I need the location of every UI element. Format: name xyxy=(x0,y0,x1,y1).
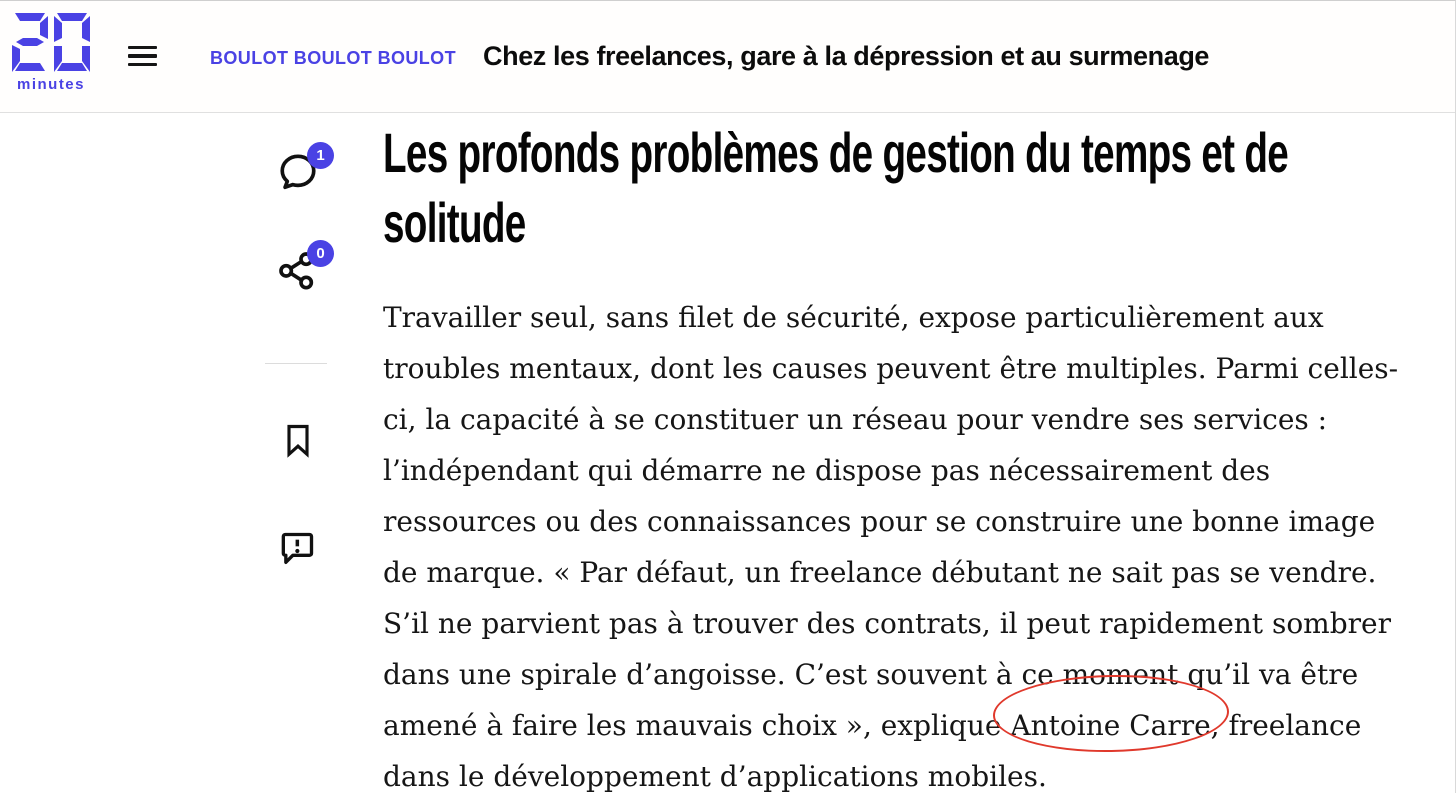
section-kicker-link[interactable]: BOULOT BOULOT BOULOT xyxy=(210,48,456,68)
bookmark-icon xyxy=(280,421,316,459)
logo-tagline: minutes xyxy=(16,76,85,93)
annotated-name-text: Antoine Carre xyxy=(1010,709,1211,742)
paragraph-text-after: , freelance dans le développement d’applications mobiles. xyxy=(383,709,1362,793)
action-rail xyxy=(263,113,333,713)
logo-20-digits xyxy=(12,13,90,75)
logo-20minutes[interactable] xyxy=(10,13,92,93)
comment-alert-icon xyxy=(277,527,317,567)
menu-hamburger-icon[interactable] xyxy=(128,45,157,67)
article-paragraph xyxy=(383,292,1405,793)
site-header xyxy=(0,1,1455,113)
annotated-name xyxy=(1010,700,1210,751)
comments-count-badge: 1 xyxy=(307,142,334,169)
share-button[interactable] xyxy=(277,245,325,293)
report-feedback-button[interactable] xyxy=(277,527,321,571)
comments-button[interactable] xyxy=(277,147,325,195)
shares-count-badge: 0 xyxy=(307,240,334,267)
rail-divider xyxy=(265,363,327,364)
paragraph-text-before: Travailler seul, sans filet de sécurité, expose particulièrement aux troubles mentaux, dont les causes peuvent être multiples. Parmi celles-ci, la capacité à se constituer un réseau pour vendre ses services : l’indépendant qui démarre ne dispose pas nécessairement des ressources ou des connaissances pour se construire une bonne image de marque. « Par défaut, un freelance débutant ne sait pas se vendre. S’il ne parvient pas à trouver des contrats, il peut rapidement sombrer dans une spirale d’angoisse. C’est souvent à ce moment qu’il va être amené à faire les mauvais choix », explique xyxy=(383,301,1399,742)
section-heading-wrap xyxy=(383,118,1407,264)
bookmark-button[interactable] xyxy=(280,421,324,465)
section-heading: Les profonds problèmes de gestion du temps et de solitude xyxy=(383,121,1289,254)
article-title-header: Chez les freelances, gare à la dépression et au surmenage xyxy=(483,41,1210,71)
article-main xyxy=(383,113,1407,793)
